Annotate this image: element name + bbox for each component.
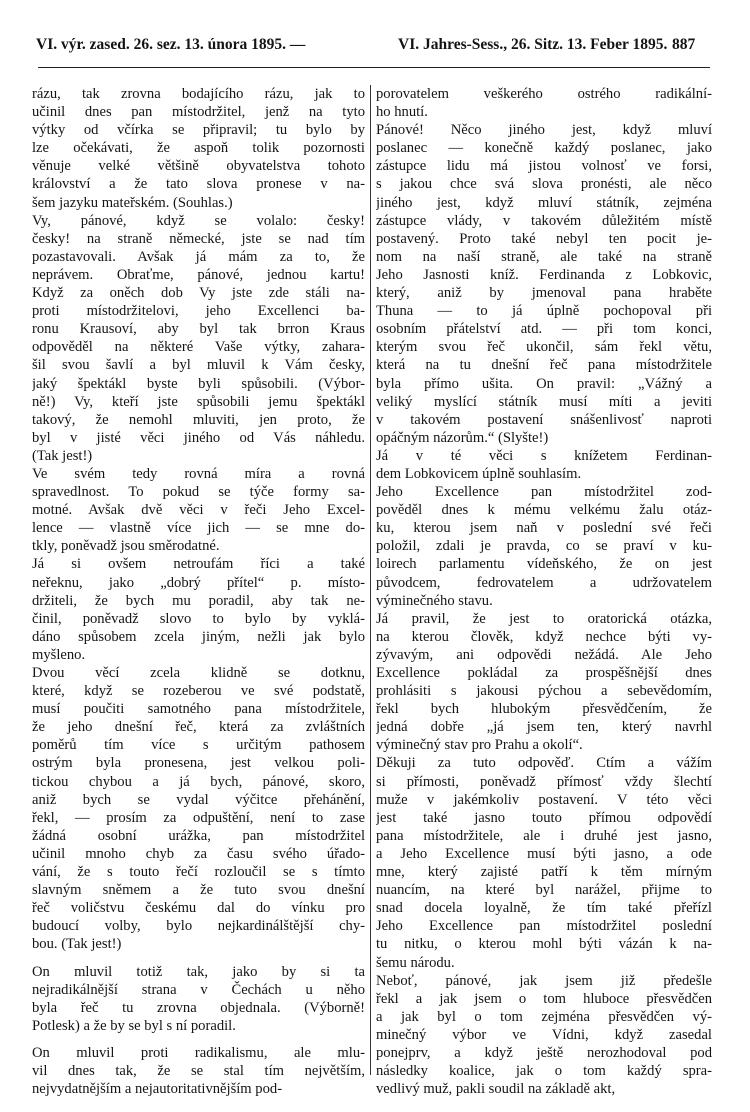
paragraph [32,212,365,465]
paragraph [32,555,365,664]
paragraph [376,610,712,755]
text-line: osobním přátelství atd. — při tom konci, [376,321,712,338]
text-line: postavený. Proto také nebyl ten pocit je- [376,230,712,247]
text-line: Já v té věci s knížetem Ferdinan- [376,447,712,464]
text-line: bou. (Tak jest!) [32,936,122,953]
text-line: vil dnes tak, že se stal tím největším, [32,1062,365,1079]
text-line: řekl, — prosím za odpuštění, není to zase [32,809,365,826]
text-line: si přímosti, poněvadž přímosť vždy šlechtí [376,773,712,790]
paragraph [32,465,365,555]
text-line: činil, poněvadž slovo to bylo by vyklá- [32,610,365,627]
paragraph [32,1044,365,1098]
text-line: odpověděl na některé Vaše výtky, zahara- [32,339,365,356]
paragraph [32,85,365,212]
text-line: jaký špektákl byste byli spůsobili. (Výbor- [32,375,365,392]
paragraph [376,121,712,447]
text-line: Jeho Excellence pan místodržitel zod- [376,484,712,501]
text-line: ku, kterou jsem naň v poslední své řeči [376,520,712,537]
text-line: myšleno. [32,646,86,663]
text-line: On mluvil totiž tak, jako by si ta [32,963,365,980]
text-line: ronu Krausoví, aby byl tak brron Kraus [32,321,365,338]
text-line: položil, zdali je pravda, co se praví v ku- [376,538,712,555]
text-line: Neboť, pánové, jak jsem již předešle [376,972,712,989]
column-divider [370,85,371,1075]
text-line: opáčným názorům.“ (Slyšte!) [376,429,549,446]
text-line: nejradikálnější strana v Čechách u něho [32,981,365,998]
text-line: snad docela loyalně, že tím také přeřízl [376,900,712,917]
text-line: zástupce lidu má jistou volnosť ve forsi, [376,158,712,175]
text-line: Já si ovšem netroufám říci a také [32,556,365,573]
text-line: ně!) Vy, kteří jste spůsobili jemu špektákl [32,393,365,410]
paragraph [376,754,712,971]
text-line: spravedlnost. To pokud se týče formy sa- [32,484,365,501]
text-line: v takovém postavení snášenlivosť naproti [376,411,712,428]
text-line: učinil dnes pan místodržitel, jenž na tyto [32,104,365,121]
text-line: loirech parlamentu vídeňského, že on jest [376,556,712,573]
text-line: Thuna — to já úplně pochopoval při [376,303,712,320]
text-line: jiného jest, když mluví státník, zejména [376,194,712,211]
text-line: musí poučiti samotného pana místodržitele, [32,701,365,718]
text-line: tickou chybou a já bych, pánové, skoro, [32,773,365,790]
text-line: řekl a jak jsem o tom hluboce přesvědčen [376,990,712,1007]
text-line: nom na naší straně, ale také na straně [376,248,712,265]
text-line: následky koalice, jak o tom každý spra- [376,1063,712,1080]
text-line: minečný výbor ve Vídni, když zasedal [376,1026,712,1043]
text-line: s jakou chce svá slova pronésti, ale něco [376,176,712,193]
text-line: neřeknu, jako „dobrý přítel“ p. místo- [32,574,365,591]
text-line: česky! na straně německé, jste se nad tím [32,230,365,247]
text-line: výtky od včírka se připravil; tu bylo by [32,122,365,139]
paragraph [376,85,712,121]
text-line: které, když se rozeberou ve své podstatě, [32,683,365,700]
text-line: mne, který zajisté patří k těm mírným [376,864,712,881]
text-line: jedná dobře „já jsem ten, který navrhl [376,719,712,736]
text-line: zástupce vlády, v takovém důležitém místě [376,212,712,229]
text-line: tu nitku, o kterou mohl býti vázán k na- [376,936,712,953]
page-header [0,36,750,62]
text-line: On mluvil proti radikalismu, ale mlu- [32,1044,365,1061]
text-line: držiteli, že bych mu poradil, aby tak ne- [32,592,365,609]
left-column [32,85,365,1098]
text-line: dáno spůsobem zcela jiným, nežli jak bylo [32,628,365,645]
text-line: řekl bych hlubokým přesvědčením, že [376,701,712,718]
text-line: (Tak jest!) [32,447,93,464]
text-line: Když za oněch dob Vy jste zde stáli na- [32,285,365,302]
text-line: učinil mnoho chyb za času svého úřado- [32,845,365,862]
text-line: a jak byl o tom zejména přesvědčen vý- [376,1008,712,1025]
text-line: Dvou věcí zcela klidně se dotknu, [32,665,365,681]
text-line: Potlesk) a že by se byl s ní poradil. [32,1017,236,1034]
text-line: motné. Avšak dvě věci v řeči Jeho Excel- [32,502,365,519]
text-line: šil svou šavlí a byl mluvil k Vám česky, [32,357,365,374]
text-line: veliký myslící státník musí míti a jeviti [376,393,712,410]
text-line: šemu národu. [376,954,455,971]
paragraph [32,664,365,954]
text-line: Jeho Excellence pan místodržitel poslední [376,918,712,935]
text-line: ostrým byla pronesena, jest velkou poli- [32,755,365,772]
text-line: prohlásiti s jakousi pýchou a sebevědomím, [376,683,712,700]
text-line: takový, že nemohl mluviti, jen proto, že [32,411,365,428]
text-line: zývavým, ani odpovědi nežádá. Ale Jeho [376,646,712,663]
text-line: pozastavovali. Avšak já mám za to, že [32,248,365,265]
text-line: byl v jisté věci jiného od Vás náhledu. [32,429,365,446]
text-line: budoucí volby, bylo nejkardinálštější chy- [32,918,365,935]
text-line: vání, že s touto řečí rozloučil se s tímto [32,864,365,881]
paragraph [376,447,712,483]
text-line: nejvydatnějším a nejautoritativnějším pod- [32,1081,283,1098]
header-german: VI. Jahres-Sess., 26. Sitz. 13. Feber 1895. [398,36,668,53]
text-line: tkly, poněvadž jsou směrodatné. [32,538,220,555]
text-line: původcem, fedrovatelem a udržovatelem [376,574,712,591]
page-number: 887 [672,36,696,53]
text-line: která na tu dnešní řeč pana místodržitele [376,357,712,374]
text-line: kterým svou řeč ukončil, sám řekl větu, [376,339,712,356]
text-line: poslanec — konečně každý poslanec, jako [376,140,712,157]
right-column [376,85,712,1098]
text-line: království a že tato slova pronese v na- [32,176,365,193]
text-line: muže v jakémkoliv postavení. V této věci [376,791,712,808]
text-line: a Jeho Excellence musí býti jasno, a ode [376,845,712,862]
text-line: slavným sněmem a že tuto svou dnešní [32,882,365,899]
text-line: rázu, tak zrovna bodajícího rázu, jak to [32,86,365,102]
text-line: výminečného stavu. [376,592,493,609]
header-czech: VI. výr. zased. 26. sez. 13. února 1895. — [36,36,306,53]
text-line: řeč voličstvu českému dal do vínku pro [32,900,365,917]
text-line: proti místodržitelovi, jeho Excellenci ba- [32,303,365,320]
text-line: Já pravil, že jest to oratorická otázka, [376,610,712,627]
text-line: neprávem. Obraťme, pánové, jednou kartu! [32,266,365,283]
text-line: ponejprv, a když ještě nerozhodoval pod [376,1044,712,1061]
text-line: lze očekávati, že aspoň tolik pozornosti [32,140,365,157]
text-line: věnuje velké většině obyvatelstva tohoto [32,158,365,175]
text-line: Jeho Jasnosti kníž. Ferdinanda z Lobkovic, [376,266,712,283]
text-line: porovatelem veškerého ostrého radikální- [376,86,712,102]
text-line: Děkuji za tuto odpověď. Ctím a vážím [376,755,712,772]
text-line: lence — vlastně více jich — se mne do- [32,520,365,537]
text-line: žádná osobní urážka, pan místodržitel [32,827,365,844]
text-line: Vy, pánové, když se volalo: česky! [32,212,365,229]
text-line: šem jazyku mateřském. (Souhlas.) [32,194,233,211]
text-line: Ve svém tedy rovná míra a rovná [32,465,365,482]
text-line: vedlivý muž, pakli soudil na základě akt, [376,1081,616,1098]
header-rule [38,67,710,68]
text-line: aniž bych se vydal výčitce přehánění, [32,791,365,808]
text-line: byla přímo ušita. On pravil: „Vážný a [376,375,712,392]
text-line: ho hnutí. [376,104,428,121]
text-line: jest také jasno touto přímou odpovědí [376,809,712,826]
text-line: výminečný stav pro Prahu a okolí“. [376,737,583,754]
text-line: na kterou člověk, když nechce býti vy- [376,628,712,645]
text-line: že jeho dnešní řeč, která za zvláštních [32,719,365,736]
text-line: poměrů tím více s určitým pathosem [32,737,365,754]
paragraph [376,972,712,1099]
paragraph [376,483,712,610]
text-line: pověděl dnes k mému velkému žalu otáz- [376,502,712,519]
text-line: byla řeč tu zrovna objednala. (Výborně! [32,999,365,1016]
text-line: nuancím, na které byl narážel, přijme to [376,882,712,899]
text-line: pana místodržitele, ale i druhé jest jasno, [376,827,712,844]
text-line: dem Lobkovicem úplně souhlasím. [376,465,582,482]
text-line: Pánové! Něco jiného jest, když mluví [376,122,712,139]
text-line: Excellence pokládal za prospěšnější dnes [376,665,712,681]
text-line: který, aniž by jmenoval pana hraběte [376,285,712,302]
paragraph [32,963,365,1035]
